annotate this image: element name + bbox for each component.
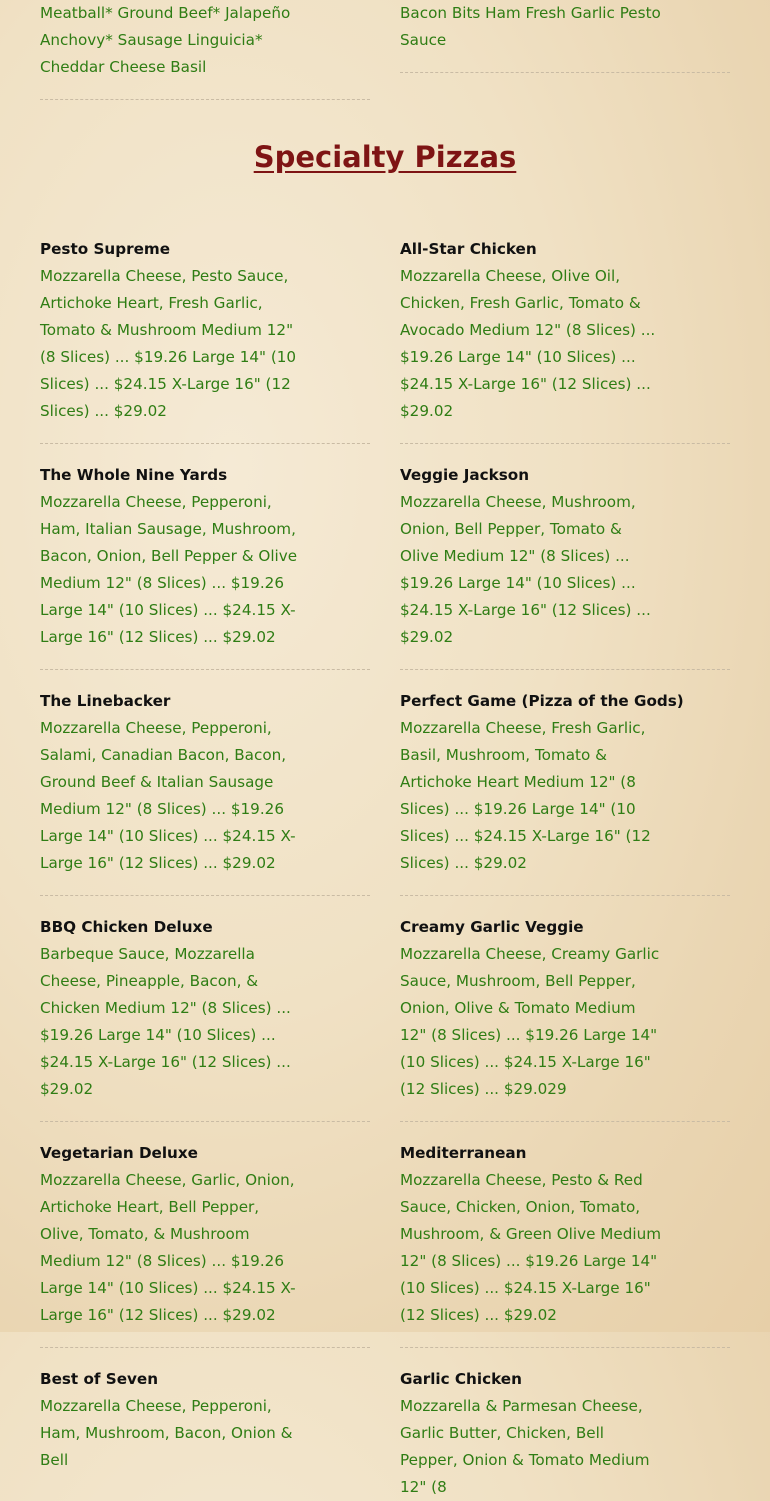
topping-list-left: Meatball* Ground Beef* Jalapeño Anchovy* Sausage Linguicia* Cheddar Cheese Basil xyxy=(40,4,291,76)
menu-item xyxy=(400,1366,730,1501)
item-description: Mozzarella Cheese, Mushroom, Onion, Bell Pepper, Tomato & Olive Medium 12" (8 Slices) ... $19.26 Large 14" (10 Slices) ... $24.15 X-Large 16" (12 Slices) ... $29.02 xyxy=(400,493,651,646)
divider xyxy=(40,895,370,896)
item-description: Mozzarella Cheese, Pesto & Red Sauce, Chicken, Onion, Tomato, Mushroom, & Green Olive Medium 12" (8 Slices) ... $19.26 Large 14" (10 Slices) ... $24.15 X-Large 16" (12 Slices) ... $29.02 xyxy=(400,1171,661,1324)
item-description: Mozzarella Cheese, Pepperoni, Ham, Mushroom, Bacon, Onion & Bell xyxy=(40,1397,293,1469)
menu-item xyxy=(40,462,370,651)
item-description: Mozzarella & Parmesan Cheese, Garlic Butter, Chicken, Bell Pepper, Onion & Tomato Medium 12" (8 xyxy=(400,1397,650,1496)
item-description: Mozzarella Cheese, Pepperoni, Salami, Canadian Bacon, Bacon, Ground Beef & Italian Sausage Medium 12" (8 Slices) ... $19.26 Large 14" (10 Slices) ... $24.15 X-Large 16" (12 Slices) ... $29.02 xyxy=(40,719,296,872)
menu-item xyxy=(40,914,370,1103)
item-description: Mozzarella Cheese, Pesto Sauce, Artichoke Heart, Fresh Garlic, Tomato & Mushroom Medium 12" (8 Slices) ... $19.26 Large 14" (10 Slices) ... $24.15 X-Large 16" (12 Slices) ... $29.02 xyxy=(40,267,297,420)
divider xyxy=(400,1121,730,1122)
item-description: Mozzarella Cheese, Pepperoni, Ham, Italian Sausage, Mushroom, Bacon, Onion, Bell Pepper & Olive Medium 12" (8 Slices) ... $19.26 Large 14" (10 Slices) ... $24.15 X-Large 16" (12 Slices) ... $29.02 xyxy=(40,493,298,646)
item-description: Mozzarella Cheese, Creamy Garlic Sauce, Mushroom, Bell Pepper, Onion, Olive & Tomato Medium 12" (8 Slices) ... $19.26 Large 14" (10 Slices) ... $24.15 X-Large 16" (12 Slices) ... $29.029 xyxy=(400,945,660,1098)
item-description: Mozzarella Cheese, Fresh Garlic, Basil, Mushroom, Tomato & Artichoke Heart Medium 12" (8 Slices) ... $19.26 Large 14" (10 Slices) ... $24.15 X-Large 16" (12 Slices) ... $29.02 xyxy=(400,719,651,872)
item-name: Creamy Garlic Veggie xyxy=(400,918,584,936)
menu-item xyxy=(400,688,730,877)
menu-column-right xyxy=(400,236,730,1501)
divider xyxy=(40,669,370,670)
topping-list-right: Bacon Bits Ham Fresh Garlic Pesto Sauce xyxy=(400,4,661,49)
divider xyxy=(400,443,730,444)
divider xyxy=(40,1347,370,1348)
item-name: Mediterranean xyxy=(400,1144,527,1162)
divider xyxy=(400,895,730,896)
item-name: Best of Seven xyxy=(40,1370,159,1388)
menu-item xyxy=(400,462,730,651)
item-name: BBQ Chicken Deluxe xyxy=(40,918,213,936)
item-description: Mozzarella Cheese, Garlic, Onion, Artichoke Heart, Bell Pepper, Olive, Tomato, & Mushroom Medium 12" (8 Slices) ... $19.26 Large 14" (10 Slices) ... $24.15 X-Large 16" (12 Slices) ... $29.02 xyxy=(40,1171,296,1324)
item-name: The Linebacker xyxy=(40,692,171,710)
divider xyxy=(40,99,370,100)
divider xyxy=(400,1347,730,1348)
item-description: Barbeque Sauce, Mozzarella Cheese, Pineapple, Bacon, & Chicken Medium 12" (8 Slices) ... $19.26 Large 14" (10 Slices) ... $24.15 X-Large 16" (12 Slices) ... $29.02 xyxy=(40,945,291,1098)
menu-item xyxy=(400,1140,730,1329)
item-name: The Whole Nine Yards xyxy=(40,466,228,484)
item-name: Vegetarian Deluxe xyxy=(40,1144,198,1162)
section-title-specialty-pizzas[interactable]: Specialty Pizzas xyxy=(253,140,517,174)
menu-column-left xyxy=(40,236,370,1474)
menu-item xyxy=(400,914,730,1103)
divider xyxy=(40,443,370,444)
item-description: Mozzarella Cheese, Olive Oil, Chicken, Fresh Garlic, Tomato & Avocado Medium 12" (8 Slices) ... $19.26 Large 14" (10 Slices) ... $24.15 X-Large 16" (12 Slices) ... $29.02 xyxy=(400,267,656,420)
divider xyxy=(400,72,730,73)
menu-item xyxy=(400,236,730,425)
divider xyxy=(400,669,730,670)
item-name: Veggie Jackson xyxy=(400,466,530,484)
menu-item xyxy=(40,236,370,425)
item-name: Pesto Supreme xyxy=(40,240,170,258)
item-name: All-Star Chicken xyxy=(400,240,537,258)
divider xyxy=(40,1121,370,1122)
item-name: Perfect Game (Pizza of the Gods) xyxy=(400,692,684,710)
menu-item xyxy=(40,1140,370,1329)
menu-item xyxy=(40,1366,370,1474)
item-name: Garlic Chicken xyxy=(400,1370,522,1388)
menu-item xyxy=(40,688,370,877)
